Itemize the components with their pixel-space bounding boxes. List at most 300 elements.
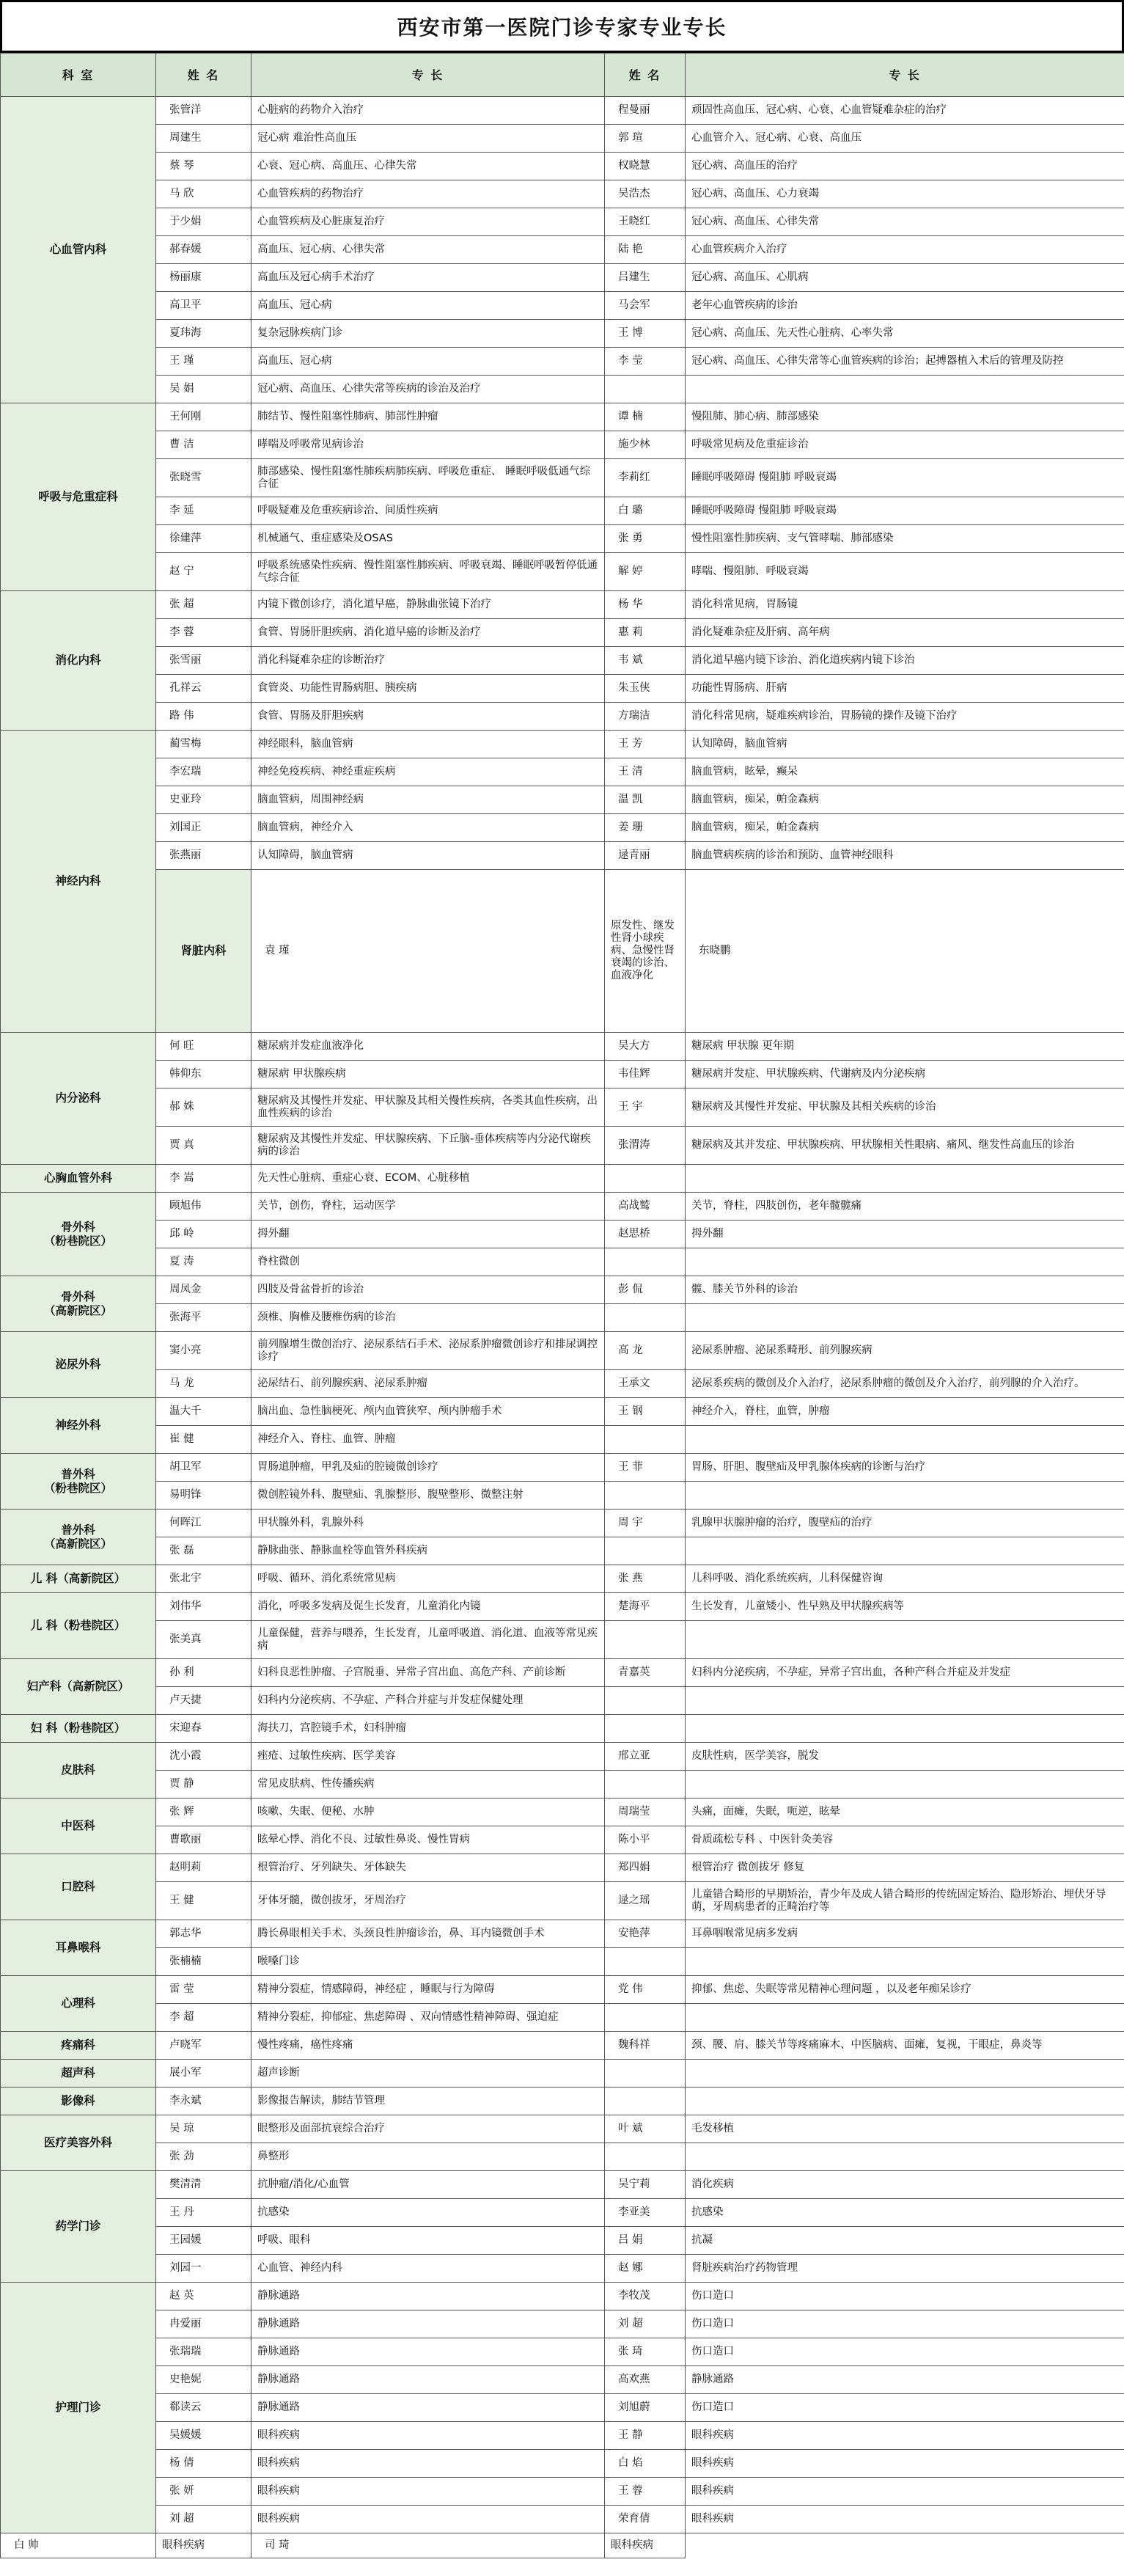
doctor-specialty: 抗感染	[251, 2199, 605, 2227]
table-row	[1, 2283, 1124, 2310]
doctor-name: 吴宁莉	[605, 2171, 686, 2199]
doctor-name: 吴浩杰	[605, 180, 686, 208]
doctor-name: 窦小亮	[156, 1332, 251, 1370]
doctor-specialty: 生长发育，儿童矮小、性早熟及甲状腺疾病等	[686, 1593, 1124, 1621]
doctor-specialty: 糖尿病并发症、甲状腺疾病、代谢病及内分泌疾病	[686, 1061, 1124, 1088]
doctor-specialty: 颈椎、胸椎及腰椎伤病的诊治	[251, 1304, 605, 1332]
doctor-specialty: 根管治疗 微创拔牙 修复	[686, 1854, 1124, 1882]
doctor-specialty: 脊柱微创	[251, 1248, 605, 1276]
department-cell: 儿 科（高新院区）	[1, 1565, 156, 1593]
doctor-name: 邢立亚	[605, 1743, 686, 1771]
doctor-specialty: 心血管介入、冠心病、心衰、高血压	[686, 125, 1124, 153]
doctor-specialty: 静脉通路	[686, 2366, 1124, 2394]
doctor-specialty	[686, 1771, 1124, 1799]
doctor-specialty: 头痛，面瘫，失眠，呃逆，眩晕	[686, 1799, 1124, 1826]
table-row	[1, 1426, 1124, 1454]
doctor-specialty: 抗肿瘤/消化/心血管	[251, 2171, 605, 2199]
doctor-specialty: 冠心病、高血压、心律失常等疾病的诊治及治疗	[251, 376, 605, 403]
table-row	[1, 647, 1124, 675]
doctor-specialty: 眼科疾病	[251, 2450, 605, 2478]
doctor-name: 胡卫军	[156, 1454, 251, 1482]
department-cell: 心理科	[1, 1976, 156, 2032]
table-row	[1, 1221, 1124, 1248]
department-cell: 呼吸与危重症科	[1, 403, 156, 591]
department-cell: 神经内科	[1, 731, 156, 1033]
doctor-specialty: 影像报告解读，肺结节管理	[251, 2087, 605, 2115]
doctor-specialty: 高血压、冠心病、心律失常	[251, 236, 605, 264]
doctor-specialty: 牙体牙髓，微创拔牙，牙周治疗	[251, 1882, 605, 1920]
table-row	[1, 1659, 1124, 1687]
doctor-name: 刘国正	[156, 814, 251, 842]
doctor-name: 陆 艳	[605, 236, 686, 264]
table-row	[1, 2004, 1124, 2032]
doctor-name: 雷 莹	[156, 1976, 251, 2004]
doctor-specialty: 高血压、冠心病	[251, 292, 605, 320]
doctor-name: 易明锋	[156, 1482, 251, 1510]
doctor-specialty: 海扶刀，宫腔镜手术，妇科肿瘤	[251, 1715, 605, 1743]
doctor-specialty: 四肢及骨盆骨折的诊治	[251, 1276, 605, 1304]
doctor-specialty: 呼吸、眼科	[251, 2227, 605, 2255]
doctor-name: 马 龙	[156, 1370, 251, 1398]
doctor-name: 邱 岭	[156, 1221, 251, 1248]
table-row	[1, 1165, 1124, 1193]
doctor-name: 司 琦	[251, 2533, 605, 2558]
doctor-name	[605, 2143, 686, 2171]
doctor-name	[605, 1771, 686, 1799]
table-row	[1, 1948, 1124, 1976]
doctor-specialty: 心血管、神经内科	[251, 2255, 605, 2283]
doctor-name: 曹 洁	[156, 431, 251, 459]
doctor-specialty: 慢性疼痛，癌性疼痛	[251, 2032, 605, 2060]
doctor-specialty: 食管炎、功能性胃肠病胆、胰疾病	[251, 675, 605, 703]
doctor-specialty: 静脉通路	[251, 2310, 605, 2338]
doctor-name: 夏玮海	[156, 320, 251, 348]
doctor-specialty: 脑血管病，眩晕，癫呆	[686, 758, 1124, 786]
table-row	[1, 675, 1124, 703]
table-row	[1, 2227, 1124, 2255]
doctor-name: 王 蓉	[605, 2478, 686, 2506]
doctor-specialty: 颈、腰、肩、膝关节等疼痛麻木、中医脑病、面瘫，复视，干眼症，鼻炎等	[686, 2032, 1124, 2060]
table-row	[1, 1482, 1124, 1510]
table-row	[1, 619, 1124, 647]
doctor-name: 曹歌丽	[156, 1826, 251, 1854]
doctor-name: 荣育倩	[605, 2506, 686, 2533]
department-cell: 口腔科	[1, 1854, 156, 1920]
table-row	[1, 1537, 1124, 1565]
doctor-specialty: 哮喘、慢阻肺、呼吸衰竭	[686, 553, 1124, 591]
doctor-name: 赵 英	[156, 2283, 251, 2310]
doctor-specialty	[686, 1687, 1124, 1715]
table-row	[1, 2338, 1124, 2366]
doctor-name: 王园媛	[156, 2227, 251, 2255]
table-row	[1, 2366, 1124, 2394]
doctor-name: 路 伟	[156, 703, 251, 731]
table-header-row	[1, 54, 1124, 97]
doctor-name: 高 龙	[605, 1332, 686, 1370]
table-row	[1, 1771, 1124, 1799]
doctor-name: 赵 娜	[605, 2255, 686, 2283]
doctor-specialty: 抗感染	[686, 2199, 1124, 2227]
doctor-name: 樊清清	[156, 2171, 251, 2199]
doctor-name: 吴媛媛	[156, 2422, 251, 2450]
table-row	[1, 842, 1124, 870]
table-row	[1, 2087, 1124, 2115]
doctor-specialty: 关节，脊柱，四肢创伤，老年髋髋痛	[686, 1193, 1124, 1221]
doctor-name: 安艳萍	[605, 1920, 686, 1948]
doctor-name: 郝春媛	[156, 236, 251, 264]
table-row	[1, 553, 1124, 591]
table-row	[1, 348, 1124, 376]
doctor-name: 叶 斌	[605, 2115, 686, 2143]
doctor-specialty: 拇外翻	[686, 1221, 1124, 1248]
doctor-name	[605, 1426, 686, 1454]
table-row	[1, 431, 1124, 459]
doctor-name: 郭 瑄	[605, 125, 686, 153]
doctor-name: 何 旺	[156, 1033, 251, 1061]
department-cell: 儿 科（粉巷院区）	[1, 1593, 156, 1659]
doctor-name: 顾旭伟	[156, 1193, 251, 1221]
doctor-name: 惠 莉	[605, 619, 686, 647]
doctor-name: 王 菲	[605, 1454, 686, 1482]
department-cell: 心血管内科	[1, 97, 156, 403]
table-row	[1, 2143, 1124, 2171]
doctor-name: 东晓鹏	[686, 870, 1124, 1033]
doctor-specialty: 肺结节、慢性阻塞性肺病、肺部性肿瘤	[251, 403, 605, 431]
doctor-specialty: 消化，呼吸多发病及促生长发育，儿童消化内镜	[251, 1593, 605, 1621]
doctor-specialty: 原发性、继发性肾小球疾病、急慢性肾衰竭的诊治、血液净化	[605, 870, 686, 1033]
doctor-specialty: 糖尿病及其慢性并发症、甲状腺疾病、下丘脑-垂体疾病等内分泌代谢疾病的诊治	[251, 1127, 605, 1165]
doctor-name	[605, 1304, 686, 1332]
doctor-specialty: 糖尿病及其慢性并发症、甲状腺及其相关疾病的诊治	[686, 1088, 1124, 1127]
table-row	[1, 125, 1124, 153]
doctor-specialty: 糖尿病及其慢性并发症、甲状腺及其相关慢性疾病，各类其血性疾病，出血性疾病的诊治	[251, 1088, 605, 1127]
doctor-name: 白 璐	[605, 497, 686, 525]
doctor-specialty: 心脏病的药物介入治疗	[251, 97, 605, 125]
department-cell: 肾脏内科	[156, 870, 251, 1033]
doctor-specialty: 眼科疾病	[686, 2478, 1124, 2506]
doctor-name: 朱玉侠	[605, 675, 686, 703]
doctor-name: 宋迎春	[156, 1715, 251, 1743]
doctor-name: 张北宇	[156, 1565, 251, 1593]
doctor-name: 于少娟	[156, 208, 251, 236]
table-row	[1, 2199, 1124, 2227]
doctor-name: 蔡 琴	[156, 153, 251, 180]
doctor-specialty: 关节，创伤，脊柱，运动医学	[251, 1193, 605, 1221]
doctor-name	[605, 1715, 686, 1743]
table-row	[1, 1061, 1124, 1088]
table-row	[1, 1510, 1124, 1537]
doctor-name: 方瑞洁	[605, 703, 686, 731]
doctor-name: 马 欣	[156, 180, 251, 208]
doctor-specialty: 儿童保健，营养与喂养，生长发育，儿童呼吸道、消化道、血液等常见疾病	[251, 1621, 605, 1659]
doctor-specialty: 认知障碍，脑血管病	[686, 731, 1124, 758]
department-cell: 妇产科（高新院区）	[1, 1659, 156, 1715]
table-row	[1, 1127, 1124, 1165]
doctor-name: 王晓红	[605, 208, 686, 236]
table-row	[1, 758, 1124, 786]
table-row	[1, 2255, 1124, 2283]
doctor-specialty: 儿童错合畸形的早期矫治，青少年及成人错合畸形的传统固定矫治、隐形矫治、埋伏牙导萌，牙周病患者的正畸治疗等	[686, 1882, 1124, 1920]
doctor-specialty: 骨质疏松专科 、中医针灸美容	[686, 1826, 1124, 1854]
table-row	[1, 2032, 1124, 2060]
doctor-name: 展小军	[156, 2060, 251, 2087]
table-row	[1, 1193, 1124, 1221]
doctor-specialty	[686, 1715, 1124, 1743]
department-cell: 消化内科	[1, 591, 156, 731]
department-cell: 泌尿外科	[1, 1332, 156, 1398]
doctor-name: 张 琦	[605, 2338, 686, 2366]
specialist-table	[0, 53, 1124, 2558]
doctor-specialty: 泌尿结石、前列腺疾病、泌尿系肿瘤	[251, 1370, 605, 1398]
table-row	[1, 1033, 1124, 1061]
table-row	[1, 1276, 1124, 1304]
table-row	[1, 236, 1124, 264]
table-row	[1, 2171, 1124, 2199]
doctor-name: 张 妍	[156, 2478, 251, 2506]
doctor-specialty: 微创腔镜外科、腹壁疝、乳腺整形、腹壁整形、微整注射	[251, 1482, 605, 1510]
doctor-specialty: 呼吸系统感染性疾病、慢性阻塞性肺疾病、呼吸衰竭、睡眠呼吸暂停低通气综合征	[251, 553, 605, 591]
table-row	[1, 153, 1124, 180]
doctor-name: 刘 超	[156, 2506, 251, 2533]
doctor-name: 马会军	[605, 292, 686, 320]
doctor-specialty: 冠心病、高血压、心力衰竭	[686, 180, 1124, 208]
doctor-name: 刘 超	[605, 2310, 686, 2338]
doctor-name: 王 丹	[156, 2199, 251, 2227]
doctor-specialty: 精神分裂症，抑郁症、焦虑障碍 、双向情感性精神障碍、强迫症	[251, 2004, 605, 2032]
department-cell: 中医科	[1, 1799, 156, 1854]
doctor-name: 李 莹	[605, 348, 686, 376]
doctor-name: 徐建萍	[156, 525, 251, 553]
doctor-name: 王 宇	[605, 1088, 686, 1127]
table-row	[1, 1370, 1124, 1398]
doctor-specialty: 消化道早癌内镜下诊治、消化道疾病内镜下诊治	[686, 647, 1124, 675]
doctor-specialty: 精神分裂症，情感障碍，神经症 ，睡眠与行为障碍	[251, 1976, 605, 2004]
doctor-name: 李牧茂	[605, 2283, 686, 2310]
doctor-name: 彭 侃	[605, 1276, 686, 1304]
doctor-specialty: 眩晕心悸、消化不良、过敏性鼻炎、慢性胃病	[251, 1826, 605, 1854]
doctor-name: 王 清	[605, 758, 686, 786]
doctor-specialty: 脑出血、急性脑梗死、颅内血管狭窄、颅内肿瘤手术	[251, 1398, 605, 1426]
doctor-specialty: 慢性阻塞性肺疾病、支气管哮喘、肺部感染	[686, 525, 1124, 553]
table-row	[1, 870, 1124, 1033]
table-row	[1, 2506, 1124, 2533]
department-cell: 普外科 （高新院区）	[1, 1510, 156, 1565]
doctor-name: 张楠楠	[156, 1948, 251, 1976]
table-row	[1, 2394, 1124, 2422]
doctor-specialty: 伤口造口	[686, 2394, 1124, 2422]
table-row	[1, 1248, 1124, 1276]
doctor-specialty: 咳嗽、失眠、便秘、水肿	[251, 1799, 605, 1826]
doctor-name: 李莉红	[605, 459, 686, 497]
table-row	[1, 180, 1124, 208]
doctor-name: 张燕丽	[156, 842, 251, 870]
doctor-specialty: 食管、胃肠肝胆疾病、消化道早癌的诊断及治疗	[251, 619, 605, 647]
doctor-name: 李 延	[156, 497, 251, 525]
doctor-specialty: 甲状腺外科，乳腺外科	[251, 1510, 605, 1537]
doctor-specialty: 哮喘及呼吸常见病诊治	[251, 431, 605, 459]
doctor-name: 史亚玲	[156, 786, 251, 814]
table-row	[1, 97, 1124, 125]
doctor-name: 张 燕	[605, 1565, 686, 1593]
doctor-name: 郗读云	[156, 2394, 251, 2422]
doctor-name	[605, 1948, 686, 1976]
doctor-specialty: 复杂冠脉疾病门诊	[251, 320, 605, 348]
doctor-name: 张 磊	[156, 1537, 251, 1565]
doctor-specialty: 食管、胃肠及肝胆疾病	[251, 703, 605, 731]
header-name-1: 姓 名	[156, 54, 251, 97]
table-row	[1, 1593, 1124, 1621]
doctor-specialty	[686, 2087, 1124, 2115]
doctor-specialty: 静脉通路	[251, 2338, 605, 2366]
doctor-name	[605, 1537, 686, 1565]
doctor-specialty: 冠心病、高血压、心律失常等心血管疾病的诊治；起搏器植入术后的管理及防控	[686, 348, 1124, 376]
doctor-name: 张海平	[156, 1304, 251, 1332]
doctor-name: 温 凯	[605, 786, 686, 814]
doctor-name: 卢晓军	[156, 2032, 251, 2060]
doctor-name: 周建生	[156, 125, 251, 153]
department-cell: 药学门诊	[1, 2171, 156, 2283]
doctor-name: 郝 姝	[156, 1088, 251, 1127]
doctor-name: 杨 倩	[156, 2450, 251, 2478]
doctor-name: 吕建生	[605, 264, 686, 292]
doctor-specialty: 耳鼻咽喉常见病多发病	[686, 1920, 1124, 1948]
doctor-specialty: 糖尿病 甲状腺 更年期	[686, 1033, 1124, 1061]
table-row	[1, 2060, 1124, 2087]
department-cell: 神经外科	[1, 1398, 156, 1454]
table-row	[1, 731, 1124, 758]
table-row	[1, 2310, 1124, 2338]
table-row	[1, 1882, 1124, 1920]
doctor-name: 魏科祥	[605, 2032, 686, 2060]
doctor-name: 杨丽康	[156, 264, 251, 292]
doctor-name: 贾 真	[156, 1127, 251, 1165]
table-row	[1, 2422, 1124, 2450]
doctor-specialty: 糖尿病 甲状腺疾病	[251, 1061, 605, 1088]
doctor-specialty	[686, 1537, 1124, 1565]
doctor-specialty: 眼科疾病	[156, 2533, 251, 2558]
doctor-name: 袁 瑾	[251, 870, 605, 1033]
doctor-specialty: 消化疾病	[686, 2171, 1124, 2199]
doctor-specialty: 神经眼科，脑血管病	[251, 731, 605, 758]
doctor-name: 刘伟华	[156, 1593, 251, 1621]
doctor-name: 刘旭蔚	[605, 2394, 686, 2422]
doctor-name: 韩仰东	[156, 1061, 251, 1088]
department-cell: 护理门诊	[1, 2283, 156, 2533]
doctor-specialty	[686, 1426, 1124, 1454]
doctor-name: 张美真	[156, 1621, 251, 1659]
doctor-name: 吕 娟	[605, 2227, 686, 2255]
doctor-name	[605, 2087, 686, 2115]
doctor-specialty: 糖尿病及其并发症、甲状腺疾病、甲状腺相关性眼病、痛风、继发性高血压的诊治	[686, 1127, 1124, 1165]
doctor-specialty: 常见皮肤病、性传播疾病	[251, 1771, 605, 1799]
doctor-specialty: 睡眠呼吸障碍 慢阻肺 呼吸衰竭	[686, 459, 1124, 497]
department-cell: 心胸血管外科	[1, 1165, 156, 1193]
doctor-specialty: 眼整形及面部抗衰综合治疗	[251, 2115, 605, 2143]
doctor-name: 王 芳	[605, 731, 686, 758]
doctor-name: 郭志华	[156, 1920, 251, 1948]
doctor-specialty: 儿科呼吸、消化系统疾病，儿科保健咨询	[686, 1565, 1124, 1593]
doctor-specialty: 机械通气、重症感染及OSAS	[251, 525, 605, 553]
doctor-name: 白 帅	[1, 2533, 156, 2558]
doctor-specialty: 呼吸常见病及危重症诊治	[686, 431, 1124, 459]
doctor-name: 权晓慧	[605, 153, 686, 180]
doctor-name: 陈小平	[605, 1826, 686, 1854]
table-row	[1, 320, 1124, 348]
doctor-specialty: 眼科疾病	[686, 2422, 1124, 2450]
doctor-specialty: 喉嗓门诊	[251, 1948, 605, 1976]
table-row	[1, 1621, 1124, 1659]
table-row	[1, 1799, 1124, 1826]
table-row	[1, 814, 1124, 842]
doctor-name: 李亚美	[605, 2199, 686, 2227]
doctor-specialty: 泌尿系疾病的微创及介入治疗，泌尿系肿瘤的微创及介入治疗，前列腺的介入治疗。	[686, 1370, 1124, 1398]
doctor-specialty: 高血压及冠心病手术治疗	[251, 264, 605, 292]
table-row	[1, 292, 1124, 320]
doctor-specialty: 老年心血管疾病的诊治	[686, 292, 1124, 320]
doctor-specialty: 静脉通路	[251, 2283, 605, 2310]
table-row	[1, 1826, 1124, 1854]
doctor-specialty	[686, 1248, 1124, 1276]
doctor-name: 赵明莉	[156, 1854, 251, 1882]
doctor-specialty: 眼科疾病	[251, 2478, 605, 2506]
doctor-name: 刘园一	[156, 2255, 251, 2283]
department-cell: 影像科	[1, 2087, 156, 2115]
department-cell: 骨外科 （高新院区）	[1, 1276, 156, 1332]
table-row	[1, 1976, 1124, 2004]
doctor-specialty: 认知障碍，脑血管病	[251, 842, 605, 870]
doctor-name: 张 劲	[156, 2143, 251, 2171]
table-row	[1, 403, 1124, 431]
doctor-specialty: 慢阻肺、肺心病、肺部感染	[686, 403, 1124, 431]
doctor-specialty: 消化疑难杂症及肝病、高年病	[686, 619, 1124, 647]
table-row	[1, 1565, 1124, 1593]
doctor-name: 党 伟	[605, 1976, 686, 2004]
doctor-name: 张晓雪	[156, 459, 251, 497]
table-row	[1, 1687, 1124, 1715]
doctor-specialty	[686, 1621, 1124, 1659]
doctor-specialty: 泌尿系肿瘤、泌尿系畸形、前列腺疾病	[686, 1332, 1124, 1370]
doctor-specialty: 脑血管病，周围神经病	[251, 786, 605, 814]
doctor-name: 温大千	[156, 1398, 251, 1426]
doctor-specialty: 消化科常见病，疑难疾病诊治，胃肠镜的操作及镜下治疗	[686, 703, 1124, 731]
doctor-specialty: 皮肤性病，医学美容，脱发	[686, 1743, 1124, 1771]
department-cell: 疼痛科	[1, 2032, 156, 2060]
doctor-name: 施少林	[605, 431, 686, 459]
doctor-specialty	[686, 1948, 1124, 1976]
doctor-specialty: 冠心病、高血压、先天性心脏病、心率失常	[686, 320, 1124, 348]
doctor-specialty: 顽固性高血压、冠心病、心衰、心血管疑难杂症的治疗	[686, 97, 1124, 125]
doctor-name: 张渭涛	[605, 1127, 686, 1165]
doctor-name: 姜 珊	[605, 814, 686, 842]
doctor-specialty: 眼科疾病	[686, 2450, 1124, 2478]
doctor-specialty: 心血管疾病的药物治疗	[251, 180, 605, 208]
doctor-specialty: 睡眠呼吸障碍 慢阻肺 呼吸衰竭	[686, 497, 1124, 525]
doctor-name: 李 超	[156, 2004, 251, 2032]
doctor-specialty: 腾长鼻眼相关手术、头颈良性肿瘤诊治，鼻、耳内镜微创手术	[251, 1920, 605, 1948]
doctor-name	[605, 1248, 686, 1276]
doctor-name	[605, 1165, 686, 1193]
doctor-name: 解 婷	[605, 553, 686, 591]
doctor-specialty: 糖尿病并发症血液净化	[251, 1033, 605, 1061]
doctor-specialty: 神经介入，脊柱，血管，肿瘤	[686, 1398, 1124, 1426]
department-cell: 妇 科（粉巷院区）	[1, 1715, 156, 1743]
table-row	[1, 497, 1124, 525]
doctor-name: 张 辉	[156, 1799, 251, 1826]
doctor-name: 韦 斌	[605, 647, 686, 675]
header-specialty-1: 专 长	[251, 54, 605, 97]
doctor-specialty: 妇科内分泌疾病，不孕症，异常子宫出血，各种产科合并症及并发症	[686, 1659, 1124, 1687]
doctor-name: 赵思桥	[605, 1221, 686, 1248]
